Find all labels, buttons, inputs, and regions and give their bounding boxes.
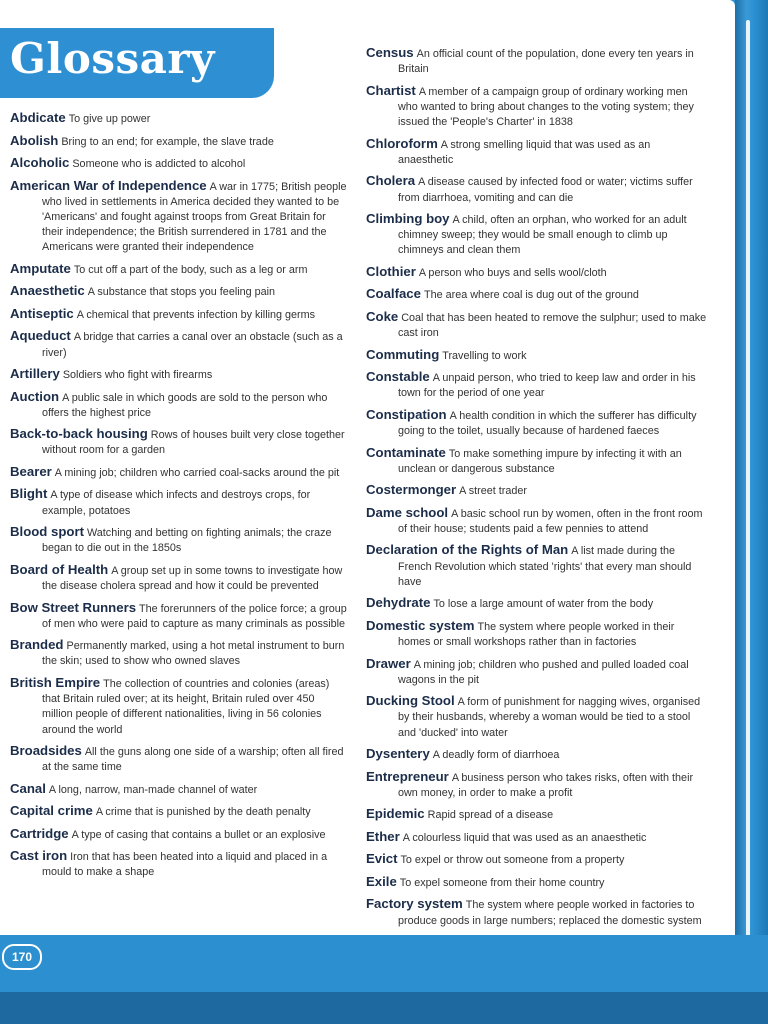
glossary-term: Abolish — [10, 132, 59, 148]
glossary-term: Back-to-back housing — [10, 426, 148, 442]
glossary-definition: An official count of the population, done every ten years in Britain — [398, 48, 694, 76]
glossary-definition: To expel someone from their home country — [399, 876, 605, 889]
glossary-entry — [10, 366, 348, 383]
glossary-term: Dehydrate — [366, 595, 431, 611]
glossary-definition: A public sale in which goods are sold to the person who offers the highest price — [42, 391, 328, 419]
glossary-definition: A colourless liquid that was used as an anaesthetic — [402, 831, 647, 844]
glossary-definition: A mining job; children who pushed and pulled loaded coal wagons in the pit — [398, 658, 689, 686]
glossary-definition: A war in 1775; British people who lived in settlements in America decided they wanted to be 'Americans' and fought against troops from Great Britain for their independence; the British surrendered in 1781 and the Americans were granted their independence — [42, 180, 347, 254]
glossary-term: Branded — [10, 637, 64, 653]
glossary-definition: Rows of houses built very close together without room for a garden — [42, 429, 345, 457]
glossary-entry — [366, 211, 708, 259]
glossary-definition: To make something impure by infecting it with an unclean or dangerous substance — [398, 447, 682, 475]
glossary-entry — [10, 328, 348, 360]
glossary-entry — [366, 693, 708, 741]
glossary-term: Census — [366, 45, 414, 60]
glossary-left-column — [10, 110, 348, 886]
footer-dark-strip — [0, 992, 768, 1024]
glossary-definition: To give up power — [68, 113, 151, 125]
glossary-definition: The area where coal is dug out of the ground — [423, 289, 639, 302]
glossary-entry — [366, 505, 708, 537]
glossary-term: Coalface — [366, 286, 421, 302]
glossary-entry — [10, 524, 348, 556]
glossary-entry — [366, 286, 708, 303]
glossary-entry — [10, 261, 348, 278]
glossary-term: Commuting — [366, 346, 440, 362]
glossary-term: Exile — [366, 873, 397, 889]
glossary-term: Domestic system — [366, 617, 475, 633]
glossary-entry — [366, 618, 708, 650]
glossary-term: Contaminate — [366, 444, 446, 460]
glossary-term: Cartridge — [10, 825, 69, 841]
glossary-term: Climbing boy — [366, 211, 450, 227]
glossary-entry — [10, 803, 348, 820]
glossary-term: Constable — [366, 369, 430, 385]
glossary-entry — [366, 806, 708, 823]
glossary-term: Dysentery — [366, 746, 430, 762]
glossary-term: Chartist — [366, 82, 416, 98]
glossary-entry — [10, 389, 348, 421]
glossary-term: Broadsides — [10, 743, 82, 759]
glossary-entry — [10, 781, 348, 798]
glossary-entry — [366, 264, 708, 281]
glossary-term: Amputate — [10, 260, 71, 276]
glossary-definition: A business person who takes risks, often with their own money, in order to make a profit — [398, 771, 694, 799]
glossary-definition: The system where people worked in factories to produce goods in large numbers; replaced the domestic system — [398, 899, 702, 927]
glossary-term: Blood sport — [10, 524, 84, 540]
glossary-definition: To lose a large amount of water from the body — [433, 598, 654, 611]
glossary-entry — [366, 347, 708, 364]
glossary-term: Evict — [366, 851, 398, 867]
glossary-term: Bearer — [10, 463, 52, 479]
glossary-term: British Empire — [10, 674, 101, 690]
glossary-term: Cholera — [366, 173, 416, 189]
glossary-definition: A unpaid person, who tried to keep law and order in his town for the period of one year — [398, 372, 696, 400]
glossary-term: Canal — [10, 780, 46, 796]
glossary-definition: A basic school run by women, often in the front room of their house; students paid a few pennies to attend — [398, 507, 703, 535]
glossary-definition: The system where people worked in their homes or small workshops rather than in factories — [398, 620, 675, 649]
glossary-definition: A crime that is punished by the death penalty — [95, 806, 311, 819]
glossary-term: Entrepreneur — [366, 768, 449, 784]
glossary-term: Epidemic — [366, 806, 425, 822]
glossary-definition: Coal that has been heated to remove the sulphur; used to make cast iron — [398, 311, 707, 340]
glossary-entry — [366, 874, 708, 891]
glossary-entry — [366, 45, 708, 77]
glossary-entry — [366, 482, 708, 499]
glossary-definition: All the guns along one side of a warship; often all fired at the same time — [42, 746, 344, 774]
glossary-entry — [366, 595, 708, 612]
glossary-entry — [366, 407, 708, 439]
glossary-definition: A long, narrow, man-made channel of water — [48, 783, 258, 796]
glossary-term: Capital crime — [10, 803, 93, 819]
glossary-definition: Someone who is addicted to alcohol — [72, 158, 246, 170]
glossary-definition: A type of casing that contains a bullet or an explosive — [71, 828, 326, 841]
glossary-entry — [10, 826, 348, 843]
glossary-term: Alcoholic — [10, 155, 70, 170]
glossary-definition: A child, often an orphan, who worked for an adult chimney sweep; they would be small enough to climb up chimneys and clean them — [398, 214, 687, 257]
glossary-term: Auction — [10, 388, 60, 404]
glossary-entry — [10, 562, 348, 594]
glossary-definition: A mining job; children who carried coal-sacks around the pit — [54, 466, 340, 479]
glossary-entry — [366, 445, 708, 477]
glossary-entry — [366, 851, 708, 868]
glossary-definition: A person who buys and sells wool/cloth — [418, 266, 607, 279]
glossary-term: Constipation — [366, 406, 447, 422]
glossary-definition: Bring to an end; for example, the slave trade — [61, 135, 274, 148]
glossary-term: Factory system — [366, 896, 463, 912]
glossary-entry — [366, 309, 708, 341]
glossary-definition: A member of a campaign group of ordinary working men who wanted to bring about changes to the voting system; they issued the 'People's Charter' in 1838 — [398, 85, 694, 129]
glossary-entry — [366, 136, 708, 168]
glossary-term: Ducking Stool — [366, 693, 455, 709]
glossary-entry — [366, 542, 708, 590]
glossary-term: Abdicate — [10, 110, 66, 125]
glossary-term: Bow Street Runners — [10, 599, 137, 615]
glossary-entry — [366, 83, 708, 131]
glossary-term: Aqueduct — [10, 328, 71, 344]
glossary-entry — [366, 829, 708, 846]
glossary-definition: Iron that has been heated into a liquid and placed in a mould to make a shape — [42, 851, 328, 879]
glossary-definition: A disease caused by infected food or water; victims suffer from diarrhoea, vomiting and can die — [398, 176, 693, 204]
glossary-term: Drawer — [366, 655, 411, 671]
glossary-definition: A group set up in some towns to investigate how the disease cholera spread and how it could be prevented — [42, 564, 343, 593]
glossary-definition: Soldiers who fight with firearms — [62, 369, 213, 382]
glossary-definition: The forerunners of the police force; a group of men who were paid to capture as many criminals as possible — [42, 602, 347, 630]
glossary-entry — [10, 306, 348, 323]
glossary-entry — [10, 637, 348, 669]
glossary-entry — [366, 173, 708, 205]
glossary-entry — [10, 283, 348, 300]
glossary-term: Dame school — [366, 504, 449, 520]
glossary-term: Board of Health — [10, 561, 109, 577]
glossary-term: Blight — [10, 486, 48, 502]
glossary-entry — [10, 743, 348, 775]
page-number: 170 — [2, 944, 42, 970]
spine-highlight — [746, 20, 750, 980]
glossary-definition: To expel or throw out someone from a property — [400, 854, 625, 867]
glossary-entry — [10, 178, 348, 256]
glossary-term: Anaesthetic — [10, 283, 85, 299]
glossary-definition: A street trader — [459, 485, 527, 498]
glossary-definition: A bridge that carries a canal over an obstacle (such as a river) — [42, 331, 343, 359]
glossary-definition: A deadly form of diarrhoea — [432, 749, 560, 762]
glossary-term: Coke — [366, 308, 399, 324]
glossary-term: Chloroform — [366, 135, 438, 151]
glossary-term: Declaration of the Rights of Man — [366, 542, 569, 558]
glossary-term: Clothier — [366, 263, 416, 279]
glossary-definition: A strong smelling liquid that was used as an anaesthetic — [398, 138, 651, 166]
glossary-term: Cast iron — [10, 848, 68, 864]
glossary-term: Antiseptic — [10, 305, 74, 321]
glossary-entry — [10, 486, 348, 518]
glossary-entry — [366, 746, 708, 763]
glossary-entry — [10, 110, 348, 127]
glossary-definition: The collection of countries and colonies (areas) that Britain ruled over; at its height, Britain ruled over 450 million people of different nationalities, living in 56 colonies around the world — [42, 677, 330, 736]
glossary-entry — [10, 675, 348, 738]
glossary-definition: A substance that stops you feeling pain — [87, 286, 276, 299]
page-title: Glossary — [10, 34, 215, 83]
glossary-entry — [10, 600, 348, 632]
glossary-entry — [10, 133, 348, 150]
glossary-entry — [366, 769, 708, 801]
glossary-definition: Permanently marked, using a hot metal instrument to burn the skin; used to show who owned slaves — [42, 640, 345, 668]
glossary-definition: A list made during the French Revolution which stated 'rights' that every man should have — [398, 545, 692, 588]
glossary-entry — [10, 155, 348, 172]
glossary-term: Costermonger — [366, 482, 457, 498]
glossary-term: Ether — [366, 828, 400, 844]
glossary-definition: A type of disease which infects and destroys crops, for example, potatoes — [42, 489, 311, 517]
glossary-term: American War of Independence — [10, 177, 207, 193]
glossary-entry — [366, 656, 708, 688]
glossary-entry — [10, 848, 348, 880]
glossary-definition: A health condition in which the sufferer has difficulty going to the toilet, usually because of hardened faeces — [398, 409, 697, 438]
glossary-entry — [366, 369, 708, 401]
glossary-right-column — [366, 45, 708, 934]
book-spine-edge — [735, 0, 768, 1024]
glossary-entry — [10, 426, 348, 458]
glossary-definition: Watching and betting on fighting animals; the craze began to die out in the 1850s — [42, 527, 332, 555]
glossary-definition: To cut off a part of the body, such as a leg or arm — [73, 263, 308, 276]
glossary-definition: A chemical that prevents infection by killing germs — [76, 308, 315, 321]
glossary-definition: Travelling to work — [442, 349, 527, 362]
glossary-definition: Rapid spread of a disease — [427, 809, 554, 822]
glossary-entry — [366, 896, 708, 928]
glossary-term: Artillery — [10, 366, 60, 382]
glossary-entry — [10, 464, 348, 481]
glossary-definition: A form of punishment for nagging wives, organised by their husbands, whereby a woman would be tied to a stool and 'ducked' into water — [398, 696, 701, 739]
